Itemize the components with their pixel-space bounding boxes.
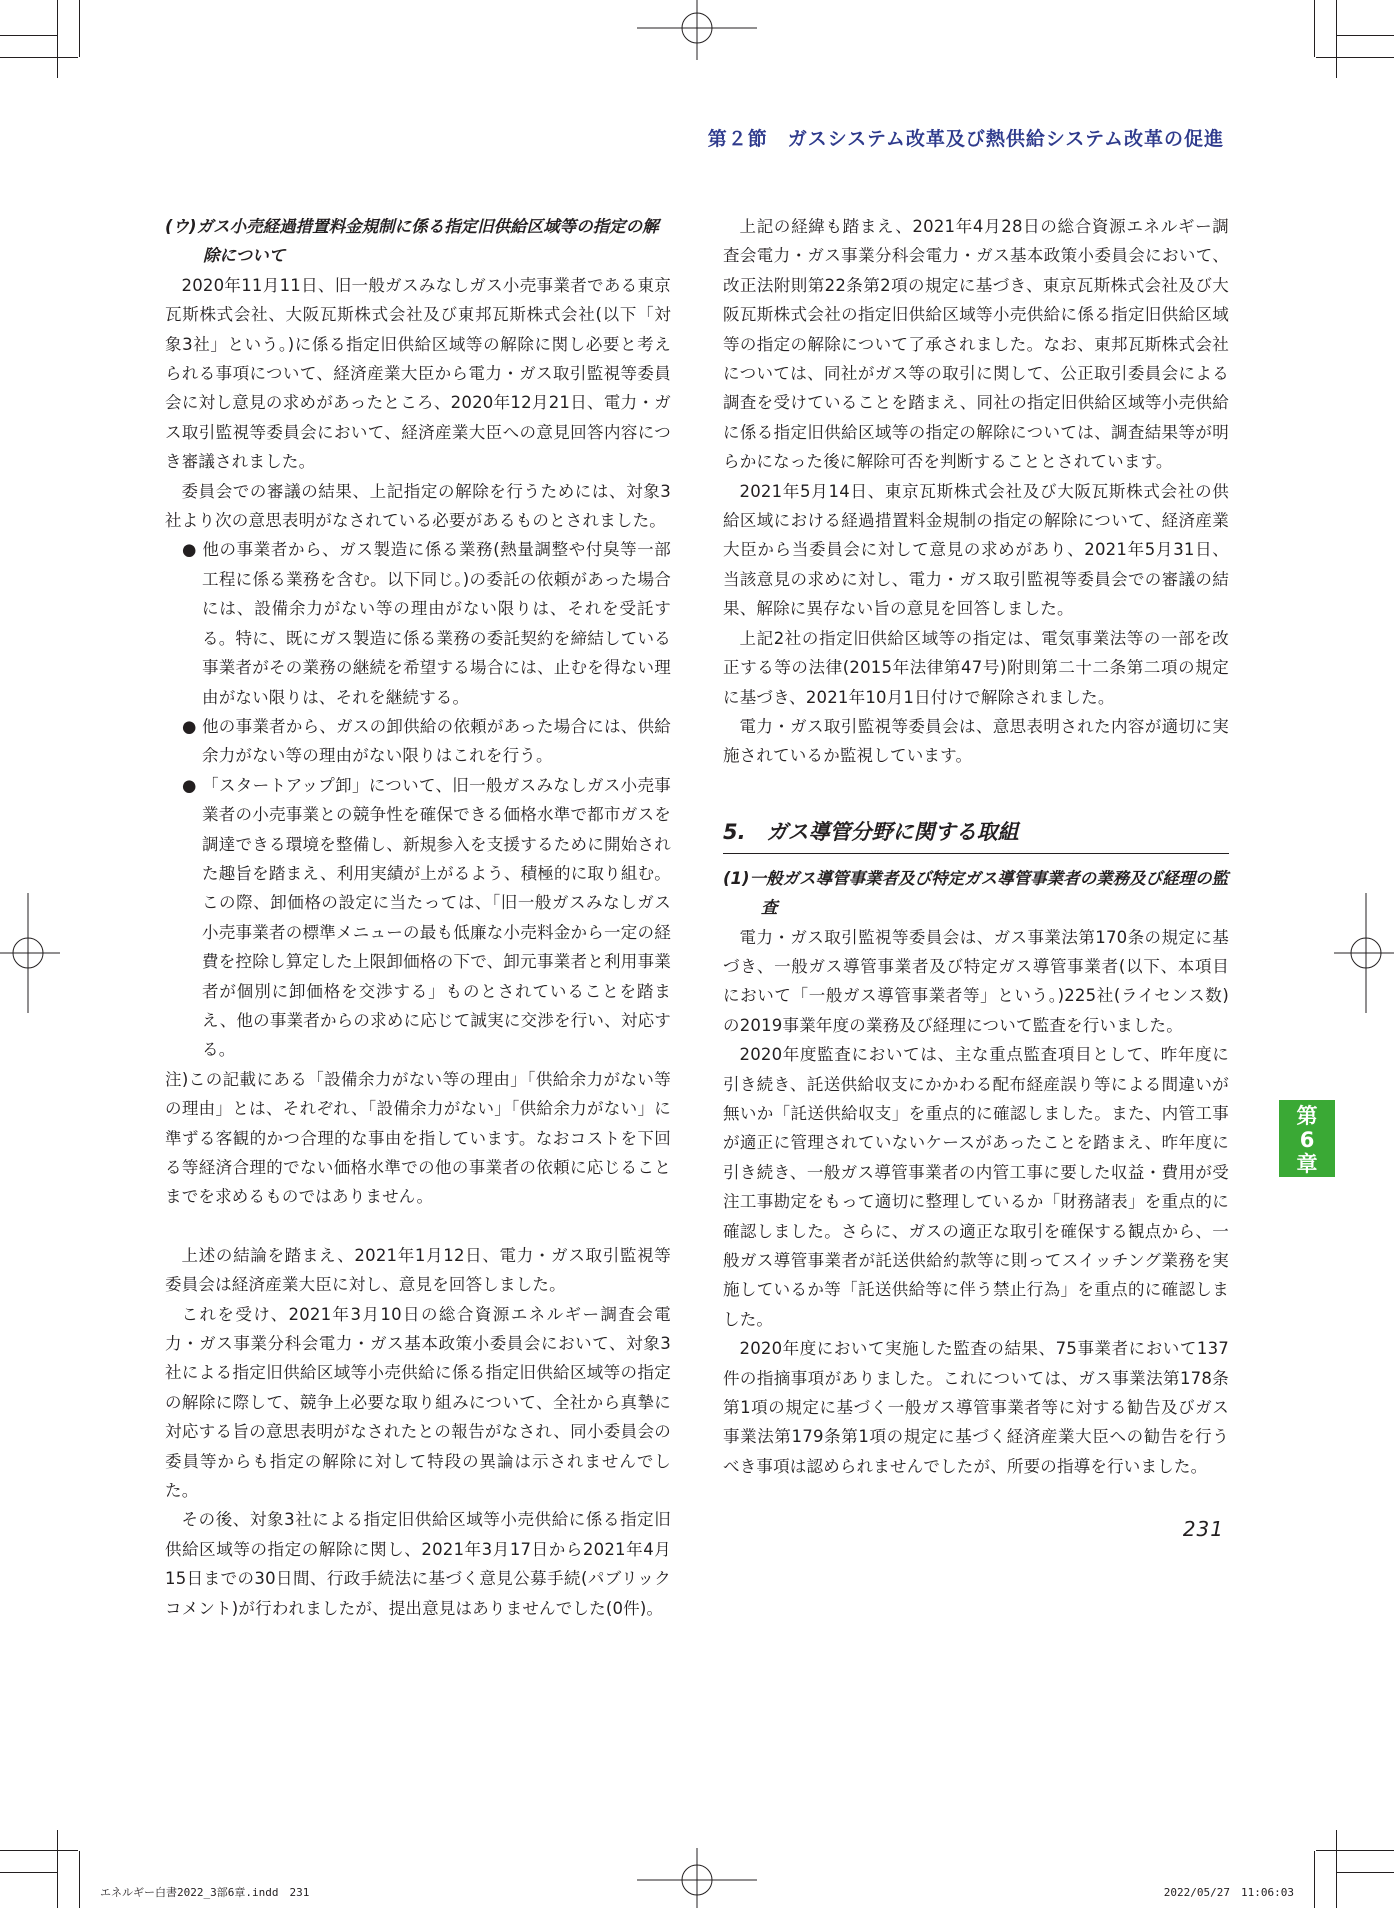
bullet-text: 「スタートアップ卸」について、旧一般ガスみなしガス小売事業者の小売事業との競争性を確保できる価格水準で都市ガスを調達できる環境を整備し、新規参入を支援するために開始された趣旨を踏まえ、利用実績が上がるよう、積極的に取り組む。この際、卸価格の設定に当たっては、「旧一般ガスみなしガス小売事業者の標準メニューの最も低廉な小売料金から一定の経費を控除し算定した上限卸価格の下で、卸元事業者と利用事業者が個別に卸価格を交渉する」ものとされていることを踏まえ、他の事業者からの求めに応じて誠実に交渉を行い、対応する。 (202, 775, 671, 1060)
paragraph: 委員会での審議の結果、上記指定の解除を行うためには、対象3社より次の意思表明がなされている必要があるものとされました。 (165, 481, 671, 531)
footer-file-info: エネルギー白書2022_3部6章.indd 231 (100, 1886, 310, 1899)
crop-mark (1316, 1850, 1394, 1851)
crop-mark (0, 35, 57, 36)
paragraph: 2021年5月14日、東京瓦斯株式会社及び大阪瓦斯株式会社の供給区域における経過措置料金規制の指定の解除について、経済産業大臣から当委員会に対して意見の求めがあり、2021年5月31日、当該意見の求めに対し、電力・ガス取引監視等委員会での審議の結果、解除に異存ない旨の意見を回答しました。 (723, 481, 1229, 619)
registration-mark-bottom (637, 1848, 757, 1908)
paragraph: これを受け、2021年3月10日の総合資源エネルギー調査会電力・ガス事業分科会電力・ガス基本政策小委員会において、対象3社による指定旧供給区域等小売供給に係る指定旧供給区域等の指定の解除に際して、競争上必要な取り組みについて、全社から真摯に対応する旨の意思表明がなされたとの報告がなされ、同小委員会の委員等からも指定の解除に対して特段の異論は示されませんでした。 (165, 1304, 671, 1501)
bullet-item (165, 535, 671, 711)
bullet-text: 他の事業者から、ガスの卸供給の依頼があった場合には、供給余力がない等の理由がない限りはこれを行う。 (202, 716, 671, 766)
paragraph: 上記の経緯も踏まえ、2021年4月28日の総合資源エネルギー調査会電力・ガス事業分科会電力・ガス基本政策小委員会において、改正法附則第22条第2項の規定に基づき、東京瓦斯株式会社及び大阪瓦斯株式会社の指定旧供給区域等小売供給に係る指定旧供給区域等の指定の解除について了承されました。なお、東邦瓦斯株式会社については、同社がガス等の取引に関して、公正取引委員会による調査を受けていることを踏まえ、同社の指定旧供給区域等小売供給に係る指定旧供給区域等の指定の解除については、調査結果等が明らかになった後に解除可否を判断することとされています。 (723, 217, 1229, 472)
chapter-tab (1279, 1100, 1335, 1177)
subsection-heading-1: (1)一般ガス導管事業者及び特定ガス導管事業者の業務及び経理の監査 (723, 868, 1229, 918)
registration-mark-right (1334, 893, 1394, 1013)
paragraph: 電力・ガス取引監視等委員会は、ガス事業法第170条の規定に基づき、一般ガス導管事業者及び特定ガス導管事業者(以下、本項目において「一般ガス導管事業者等」という。)225社(ライセンス数)の2019事業年度の業務及び経理について監査を行いました。 (723, 927, 1229, 1035)
subsection-heading-u: (ウ)ガス小売経過措置料金規制に係る指定旧供給区域等の指定の解除について (165, 217, 659, 266)
crop-mark (0, 1872, 57, 1873)
bullet-icon: ● (182, 716, 197, 736)
crop-mark (1314, 1851, 1315, 1908)
paragraph: 2020年11月11日、旧一般ガスみなしガス小売事業者である東京瓦斯株式会社、大阪瓦斯株式会社及び東邦瓦斯株式会社(以下「対象3社」という。)に係る指定旧供給区域等の解除に関し必要と考えられる事項について、経済産業大臣から電力・ガス取引監視等委員会に対し意見の求めがあったところ、2020年12月21日、電力・ガス取引監視等委員会において、経済産業大臣への意見回答内容につき審議されました。 (165, 275, 671, 472)
crop-mark (1316, 57, 1394, 58)
footer-timestamp: 2022/05/27 11:06:03 (1163, 1886, 1294, 1899)
bullet-icon: ● (182, 775, 197, 795)
paragraph: その後、対象3社による指定旧供給区域等小売供給に係る指定旧供給区域等の指定の解除に関し、2021年3月17日から2021年4月15日までの30日間、行政手続法に基づく意見公募手続(パブリックコメント)が行われましたが、提出意見はありませんでした(0件)。 (165, 1510, 671, 1618)
registration-mark-left (0, 893, 60, 1013)
paragraph: 上記2社の指定旧供給区域等の指定は、電気事業法等の一部を改正する等の法律(2015年法律第47号)附則第二十二条第二項の規定に基づき、2021年10月1日付けで解除されました。 (723, 628, 1229, 707)
bullet-item (165, 712, 671, 771)
crop-mark (1314, 0, 1315, 57)
bullet-text: 他の事業者から、ガス製造に係る業務(熱量調整や付臭等一部工程に係る業務を含む。以下同じ。)の委託の依頼があった場合には、設備余力がない等の理由がない限りは、それを受託する。特に、既にガス製造に係る業務の委託契約を締結している事業者がその業務の継続を希望する場合には、止むを得ない理由がない限りは、それを継続する。 (202, 540, 671, 707)
crop-mark (79, 0, 80, 57)
paragraph: 2020年度において実施した監査の結果、75事業者において137件の指摘事項がありました。これについては、ガス事業法第178条第1項の規定に基づく一般ガス導管事業者等に対する勧告及びガス事業法第179条第1項の規定に基づく経済産業大臣への勧告を行うべき事項は認められませんでしたが、所要の指導を行いました。 (723, 1339, 1229, 1476)
crop-mark (57, 0, 58, 78)
running-header: 第２節 ガスシステム改革及び熱供給システム改革の促進 (707, 128, 1224, 150)
crop-mark (1337, 35, 1394, 36)
registration-mark-top (637, 0, 757, 60)
paragraph: 上述の結論を踏まえ、2021年1月12日、電力・ガス取引監視等委員会は経済産業大臣に対し、意見を回答しました。 (165, 1245, 671, 1295)
crop-mark (1336, 1830, 1337, 1908)
left-column (165, 212, 671, 1623)
crop-mark (1337, 1872, 1394, 1873)
chapter-tab-line: 章 (1296, 1152, 1318, 1176)
chapter-tab-line: 第 (1296, 1104, 1318, 1128)
chapter-tab-number: 6 (1299, 1128, 1315, 1152)
page-number: 231 (1182, 1517, 1224, 1541)
paragraph: 2020年度監査においては、主な重点監査項目として、昨年度に引き続き、託送供給収支にかかわる配布経産誤り等による間違いが無いか「託送供給収支」を重点的に確認しました。また、内管工事が適正に管理されていないケースがあったことを踏まえ、昨年度に引き続き、一般ガス導管事業者の内管工事に要した収益・費用が受注工事勘定をもって適切に整理しているか「財務諸表」を重点的に確認しました。さらに、ガスの適正な取引を確保する観点から、一般ガス導管事業者が託送供給約款等に則ってスイッチング業務を実施しているか等「託送供給等に伴う禁止行為」を重点的に確認しました。 (723, 1045, 1229, 1329)
crop-mark (79, 1851, 80, 1908)
crop-mark (1336, 0, 1337, 78)
paragraph: 電力・ガス取引監視等委員会は、意思表明された内容が適切に実施されているか監視しています。 (723, 716, 1229, 766)
crop-mark (57, 1830, 58, 1908)
bullet-icon: ● (182, 540, 197, 560)
crop-mark (0, 1850, 78, 1851)
note: 注)この記載にある「設備余力がない等の理由」「供給余力がない等の理由」とは、それぞれ、「設備余力がない」「供給余力がない」に準ずる客観的かつ合理的な事由を指しています。なおコストを下回る等経済合理的でない価格水準での他の事業者の依頼に応じることまでを求めるものではありません。 (165, 1069, 671, 1207)
section-heading-5: 5. ガス導管分野に関する取組 (723, 815, 1229, 854)
bullet-item (165, 771, 671, 1065)
crop-mark (0, 57, 78, 58)
right-column (723, 212, 1229, 1481)
